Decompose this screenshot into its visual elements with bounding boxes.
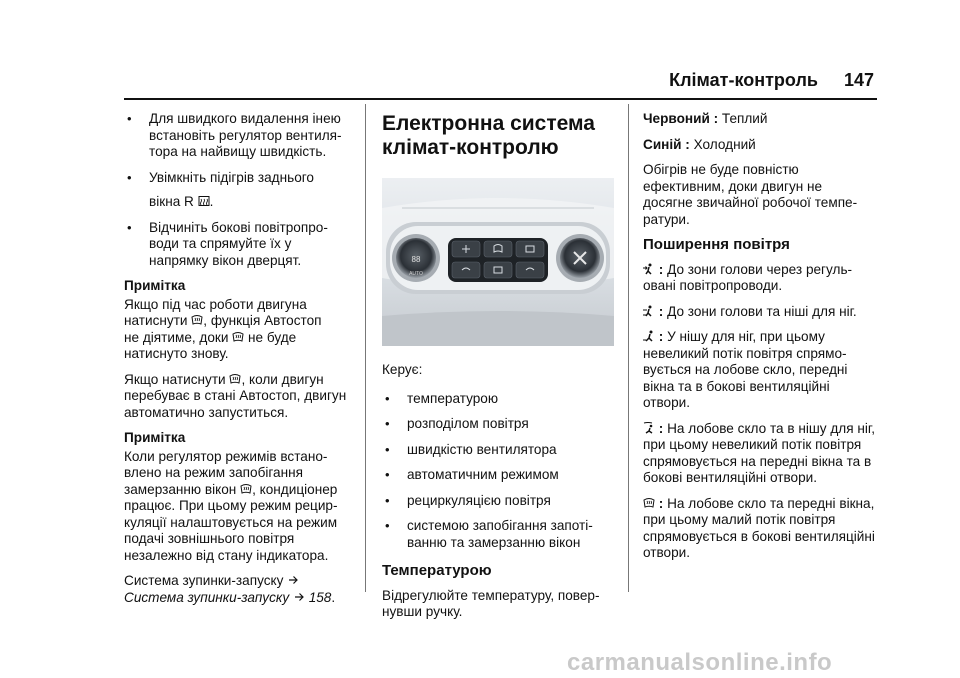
note-1-a: Якщо під час роботи двигуна [124,296,307,312]
temperature-heading: Температурою [382,562,492,579]
bullet-side-vents: • Відчиніть бокові повітропро-води та спрямуйте їх у напрямку вікон дверцят. [124,220,352,270]
ref-end: . [331,589,336,605]
controls-intro: Керує: [382,362,423,377]
note-2-c: , кондиціонер [252,481,338,497]
heat-note: Обігрів не буде повністю ефективним, доки двигун не досягне звичайної робочої темпе-ратури. [643,162,858,227]
note-2 [124,449,352,565]
note-2-b: замерзанню вікон [124,481,237,497]
cross-reference-arrow-icon [287,574,299,586]
mode-bilevel [643,304,875,321]
para-c: перебуває в стані Автостоп, двигун автоматично запуститься. [124,388,347,420]
mode-vent [643,262,875,295]
ref-a: Система зупинки-запуску [124,573,284,588]
windshield-defrost-icon [240,483,252,495]
red-text: Теплий [721,111,768,126]
page-number: 147 [843,70,874,90]
note-1-f: натиснуто знову. [124,346,229,361]
page-header [669,70,874,91]
cross-reference[interactable] [124,573,352,606]
colon: : [658,420,664,436]
mode-defrost-floor [643,421,875,487]
red-label: Червоний : [643,111,719,126]
blue-text: Холодний [693,136,756,152]
note-2-d: працює. При цьому режим рецир-куляції налаштовується на режим подачі зовнішнього повітря незалежно від стану індикатора. [124,498,338,563]
control-item-5: • рециркуляцією повітря [382,493,616,510]
bullet-rear-text-c: . [209,194,214,209]
bullet-rear-text-a: Увімкніть підігрів заднього [149,169,314,185]
bullet-rear-window [124,170,352,211]
ref-page: 158 [308,589,332,605]
rear-defrost-icon [198,195,210,207]
note-1-label: Примітка [124,278,186,293]
ref-b: Система зупинки-запуску [124,589,290,605]
control-item-1: • температурою [382,391,616,408]
column-divider-2 [628,104,629,592]
watermark: carmanualsonline.info [567,649,833,676]
red-line [643,111,875,128]
blue-label: Синій : [643,136,690,152]
cross-reference-arrow-icon [293,591,305,603]
floor-mode-icon [643,330,655,342]
air-delivery-heading: Поширення повітря [643,236,790,253]
column-2 [382,112,616,630]
windshield-defrost-icon [229,373,241,385]
section-heading: Електронна система клімат-контролю [382,112,595,159]
control-item-3: • швидкістю вентилятора [382,442,616,459]
note-1-e: не буде [248,329,297,345]
column-divider-1 [365,104,366,592]
colon: : [658,495,664,511]
autostop-paragraph [124,372,352,422]
defrost-floor-mode-icon [643,422,655,434]
blue-line [643,137,875,154]
control-item-6: • системою запобігання запоті-ванню та замерзанню вікон [382,518,616,551]
control-item-4: • автоматичним режимом [382,467,616,484]
note-1-d: не діятиме, доки [124,329,229,345]
photo-temp-display: 88 [411,255,421,264]
temperature-text: Відрегулюйте температуру, повер-нувши ручку. [382,587,600,619]
colon: : [658,303,664,319]
bullet-fan-speed: • Для швидкого видалення інею встановіть регулятор вентиля-тора на найвищу швидкість. [124,111,352,161]
note-1 [124,297,352,363]
mode-defrost-floor-text: На лобове скло та в нішу для ніг, при цьому невеликий потік повітря спрямовується на передні вікна та в бокові вентиляційні отвори. [643,420,875,485]
note-2-a: Коли регулятор режимів встано-влено на режим запобігання [124,448,328,480]
column-1 [124,111,352,615]
mode-bilevel-text: До зони голови та ніші для ніг. [667,303,857,319]
para-a: Якщо натиснути [124,371,226,387]
mode-vent-text: До зони голови через регуль-овані повітропроводи. [643,261,853,293]
control-item-2: • розподілом повітря [382,416,616,433]
header-rule [124,98,877,100]
column-3 [643,111,875,571]
para-b: , коли двигун [241,371,324,387]
header-title: Клімат-контроль [669,70,818,90]
colon: : [658,261,664,277]
note-2-label: Примітка [124,430,186,445]
note-1-b: натиснути [124,313,188,328]
vent-mode-icon [643,263,655,275]
climate-control-panel-photo [382,178,614,346]
mode-defrost [643,496,875,562]
mode-defrost-text: На лобове скло та передні вікна, при цьому малий потік повітря спрямовується в бокові вентиляційні отвори. [643,495,875,560]
mode-floor-text: У нішу для ніг, при цьому невеликий потік повітря спрямо-вується на лобове скло, передні вікна та в бокові вентиляційні отвори. [643,329,848,410]
windshield-defrost-icon [232,331,244,343]
bilevel-mode-icon [643,305,655,317]
windshield-defrost-icon [191,314,203,326]
note-1-c: , функція Автостоп [203,313,322,328]
photo-auto-label: AUTO [409,271,423,277]
bullet-rear-text-b: вікна R [149,194,194,209]
mode-floor [643,329,875,412]
colon: : [658,329,664,344]
windshield-defrost-icon [643,497,655,509]
